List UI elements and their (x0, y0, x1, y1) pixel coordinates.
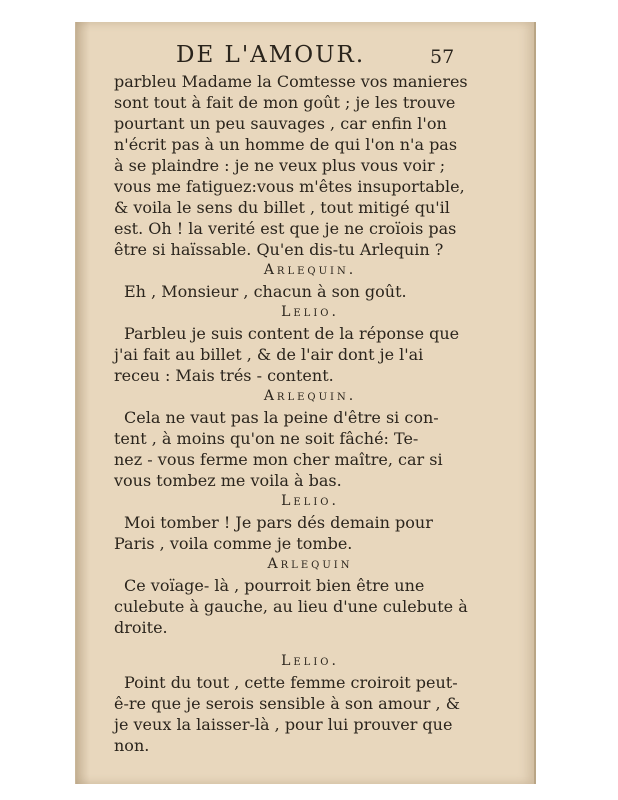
speaker-name: Arlequin (267, 556, 353, 572)
page-text (114, 71, 506, 756)
text-line: tent , à moins qu'on ne soit fâché: Te- (114, 429, 419, 448)
text-line: à se plaindre : je ne veux plus vous voir ; (114, 156, 446, 175)
speaker-name: Lelio. (281, 493, 339, 509)
text-line: sont tout à fait de mon goût ; je les trouve (114, 93, 456, 112)
page-number: 57 (430, 46, 455, 68)
speaker-name: Lelio. (281, 304, 339, 320)
text-line: n'écrit pas à un homme de qui l'on n'a pas (114, 135, 458, 154)
text-line: pourtant un peu sauvages , car enfin l'on (114, 114, 447, 133)
page-gutter-shadow (76, 22, 90, 784)
text-line: est. Oh ! la verité est que je ne croïois pas (114, 219, 457, 238)
text-line: Parbleu je suis content de la réponse que (124, 324, 460, 343)
text-line: culebute à gauche, au lieu d'une culebute à (114, 597, 468, 616)
text-line: Eh , Monsieur , chacun à son goût. (124, 282, 407, 301)
text-line: vous me fatiguez:vous m'êtes insuportable, (114, 177, 465, 196)
text-line: vous tombez me voila à bas. (114, 471, 342, 490)
text-line: Point du tout , cette femme croiroit peut- (124, 673, 458, 692)
text-line: j'ai fait au billet , & de l'air dont je l'ai (114, 345, 424, 364)
spacer (114, 638, 506, 651)
speaker-name: Arlequin. (263, 388, 357, 404)
text-line: non. (114, 736, 150, 755)
speaker-name: Arlequin. (263, 262, 357, 278)
text-line: Ce voïage- là , pourroit bien être une (124, 576, 425, 595)
text-line: être si haïssable. Qu'en dis-tu Arlequin ? (114, 240, 444, 259)
text-line: parbleu Madame la Comtesse vos manieres (114, 72, 468, 91)
text-line: nez - vous ferme mon cher maître, car si (114, 450, 443, 469)
book-page (75, 22, 536, 784)
speaker-name: Lelio. (281, 653, 339, 669)
running-title: DE L'AMOUR. (176, 42, 366, 68)
text-line: je veux la laisser-là , pour lui prouver que (114, 715, 453, 734)
text-line: Moi tomber ! Je pars dés demain pour (124, 513, 433, 532)
text-line: Cela ne vaut pas la peine d'être si con- (124, 408, 439, 427)
text-line: ê-re que je serois sensible à son amour , & (114, 694, 460, 713)
text-line: receu : Mais trés - content. (114, 366, 334, 385)
text-line: & voila le sens du billet , tout mitigé qu'il (114, 198, 450, 217)
text-line: Paris , voila comme je tombe. (114, 534, 353, 553)
text-line: droite. (114, 618, 168, 637)
